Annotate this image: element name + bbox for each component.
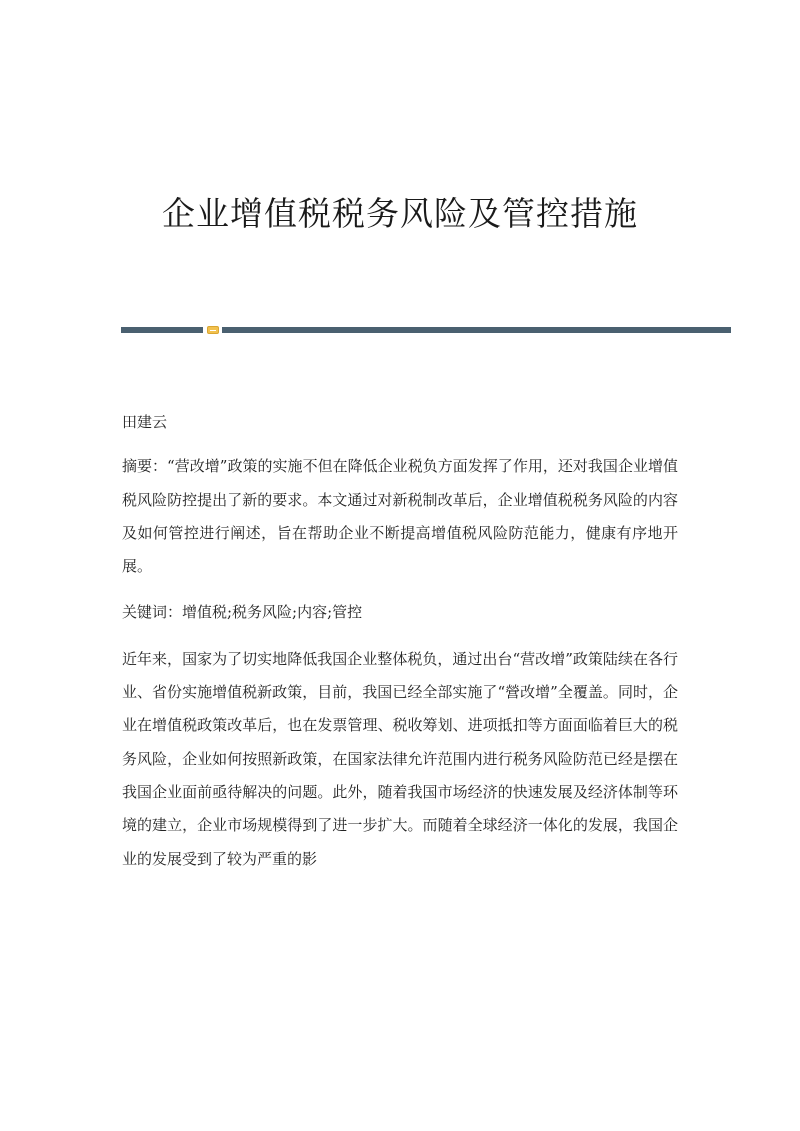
- abstract-paragraph: 摘要：“营改增”政策的实施不但在降低企业税负方面发挥了作用，还对我国企业增值税风险防控提出了新的要求。本文通过对新税制改革后，企业增值税税务风险的内容及如何管控进行阐述，旨在帮助企业不断提高增值税风险防范能力，健康有序地开展。: [122, 457, 678, 576]
- divider-bar-right: [222, 327, 731, 333]
- document-body: [122, 406, 678, 889]
- divider-bar-left: [121, 327, 203, 333]
- body-paragraph-1: 近年来，国家为了切实地降低我国企业整体税负，通过出台“营改增”政策陆续在各行业、省份实施增值税新政策，目前，我国已经全部实施了“營改增”全覆盖。同时，企业在增值税政策改革后，也在发票管理、税收筹划、进项抵扣等方面面临着巨大的税务风险，企业如何按照新政策，在国家法律允许范围内进行税务风险防范已经是摆在我国企业面前亟待解决的问题。此外，随着我国市场经济的快速发展及经济体制等环境的建立，企业市场规模得到了进一步扩大。而随着全球经济一体化的发展，我国企业的发展受到了较为严重的影: [122, 649, 678, 868]
- divider-emblem-icon: [207, 326, 219, 334]
- author-name: 田建云: [122, 413, 168, 431]
- keywords-paragraph: 关键词：增值税;税务风险;内容;管控: [122, 603, 363, 622]
- document-title: 企业增值税税务风险及管控措施: [162, 194, 638, 233]
- title-divider: [121, 326, 731, 334]
